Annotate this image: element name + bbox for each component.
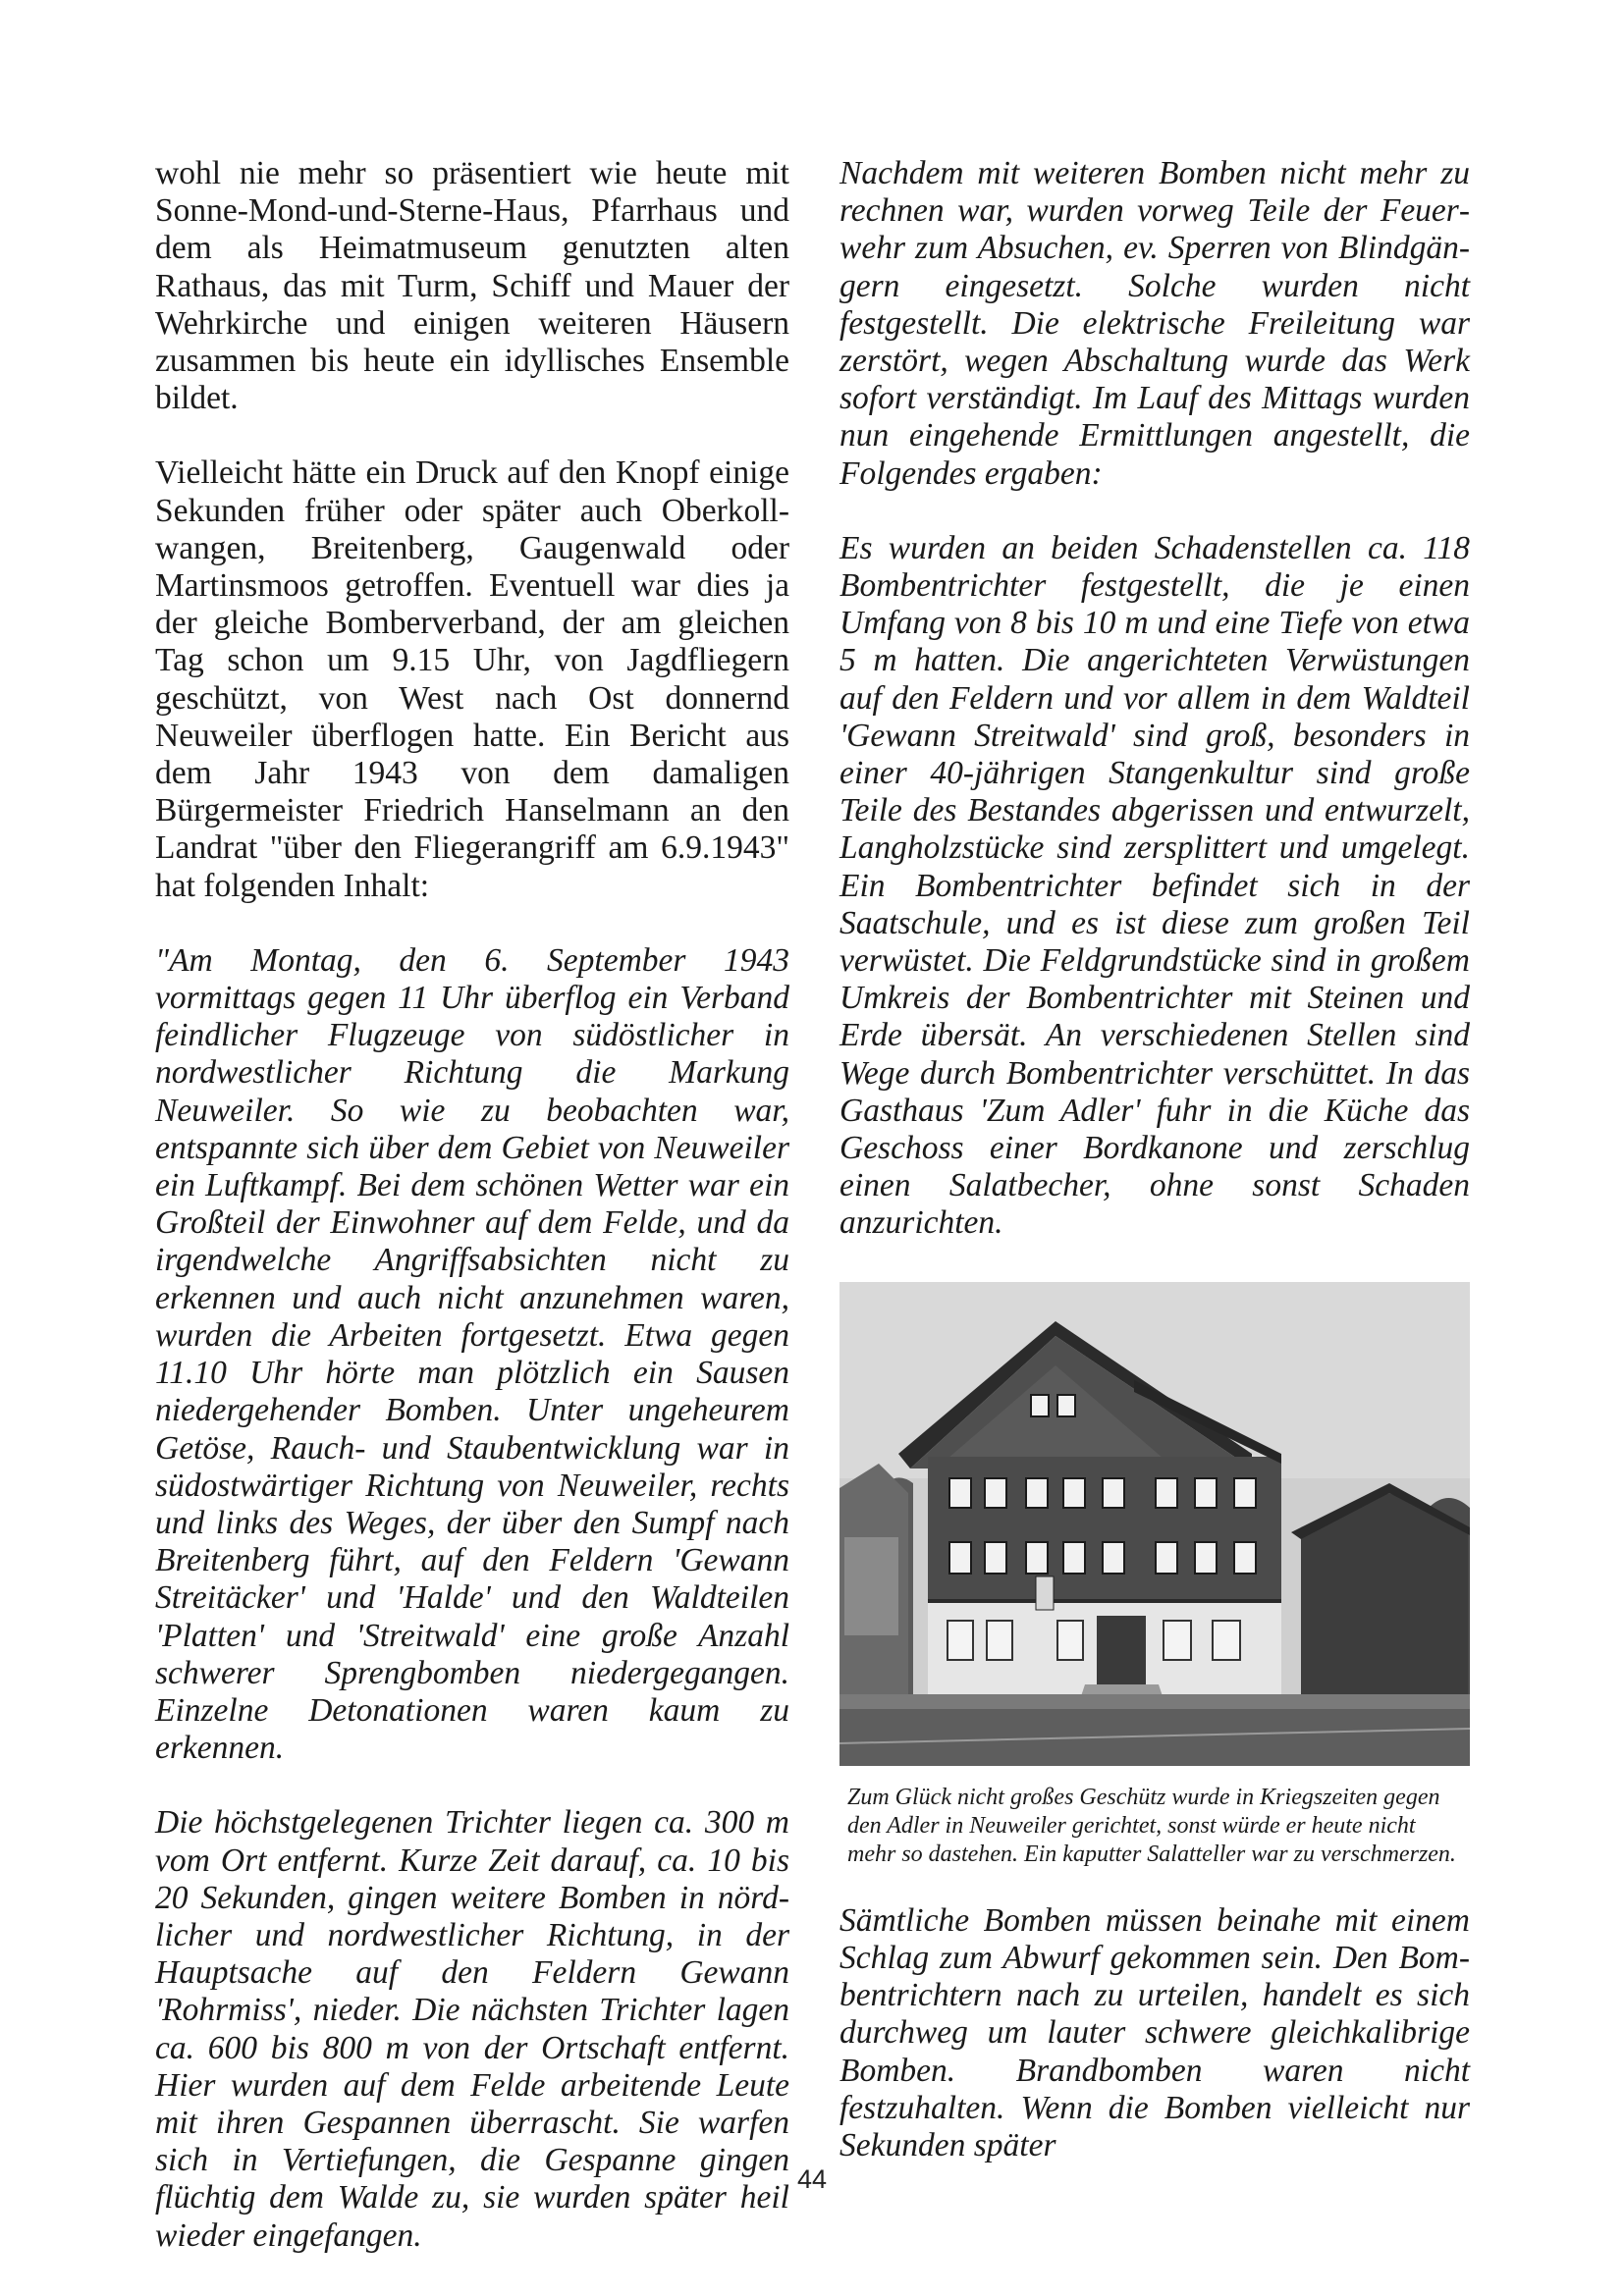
gasthaus-adler-photo — [839, 1282, 1470, 1766]
paragraph-report-trichter: Die höchstgelegenen Trichter liegen ca. 300 m vom Ort entfernt. Kurze Zeit darauf, ca. 10 bis 20 Sekunden, gingen weitere Bomben in nördlicher und nordwestlicher Richtung, in der Hauptsache auf den Feldern Gewann 'Rohrmiss', nieder. Die nächsten Trichter lagen ca. 600 bis 800 m von der Ortschaft entfernt. Hier wurden auf dem Felde arbeitende Leute mit ihren Gespannen überrascht. Sie warfen sich in Vertiefungen, die Gespanne gingen flüchtig dem Walde zu, sie wurden später heil wieder eingefangen. — [155, 1804, 789, 2254]
left-column — [155, 155, 789, 2292]
paragraph-report-abwurf: Sämtliche Bomben müssen beinahe mit einem Schlag zum Abwurf gekommen sein. Den Bombentrichtern nach zu urteilen, handelt es sich durchweg um lauter schwere gleichkalibrige Bomben. Brandbomben waren nicht festzuhalten. Wenn die Bomben vielleicht nur Sekunden später — [839, 1901, 1470, 2163]
paragraph-druck-auf-knopf: Vielleicht hätte ein Druck auf den Knopf einige Sekunden früher oder später auch Oberkollwangen, Breitenberg, Gaugenwald oder Martinsmoos getroffen. Eventuell war dies ja der gleiche Bomberverband, der am gleichen Tag schon um 9.15 Uhr, von Jagdfliegern geschützt, von West nach Ost donnernd Neuweiler überflogen hatte. Ein Bericht aus dem Jahr 1943 von dem damaligen Bürgermeister Friedrich Hanselmann an den Landrat "über den Fliegerangriff am 6.9.1943" hat folgenden Inhalt: — [155, 454, 789, 904]
paragraph-report-feuerwehr: Nachdem mit weiteren Bomben nicht mehr zu rechnen war, wurden vorweg Teile der Feuerwehr zum Absuchen, ev. Sperren von Blindgängern eingesetzt. Solche wurden nicht festgestellt. Die elektrische Freileitung war zerstört, wegen Abschaltung wurde das Werk sofort verständigt. Im Lauf des Mittags wurden nun eingehende Ermittlungen angestellt, die Folgendes ergaben: — [839, 155, 1470, 492]
paragraph-report-bombentrichter: Es wurden an beiden Schadenstellen ca. 118 Bombentrichter festgestellt, die je einen Umfang von 8 bis 10 m und eine Tiefe von etwa 5 m hatten. Die angerichteten Verwüstungen auf den Feldern und vor allem in dem Waldteil 'Gewann Streitwald' sind groß, besonders in einer 40-jährigen Stangenkultur sind große Teile des Bestandes abgerissen und entwurzelt, Langholzstücke sind zersplittert und umgelegt. Ein Bombentrichter befindet sich in der Saatschule, und es ist diese zum großen Teil verwüstet. Die Feldgrundstücke sind in großem Umkreis der Bombentrichter mit Steinen und Erde übersät. An verschiedenen Stellen sind Wege durch Bombentrichter verschüttet. In das Gasthaus 'Zum Adler' fuhr in die Küche das Geschoss einer Bordkanone und zerschlug einen Salatbecher, ohne sonst Schaden anzurichten. — [839, 529, 1470, 1242]
page-number: 44 — [796, 2164, 828, 2194]
paragraph-ensemble: wohl nie mehr so präsentiert wie heute mit Sonne-Mond-und-Sterne-Haus, Pfarrhaus und dem als Heimatmuseum genutzten alten Rathaus, das mit Turm, Schiff und Mauer der Wehrkirche und einigen weiteren Häusern zusammen bis heute ein idyllisches Ensemble bildet. — [155, 155, 789, 417]
paragraph-report-quote-start: "Am Montag, den 6. September 1943 vormittags gegen 11 Uhr überflog ein Verband feindlicher Flugzeuge von südöstlicher in nordwestlicher Richtung die Markung Neuweiler. So wie zu beobachten war, entspannte sich über dem Gebiet von Neuweiler ein Luftkampf. Bei dem schönen Wetter war ein Großteil der Einwohner auf dem Felde, und da irgendwelche Angriffsabsichten nicht zu erkennen und auch nicht anzunehmen waren, wurden die Arbeiten fortgesetzt. Etwa gegen 11.10 Uhr hörte man plötzlich ein Sausen niedergehender Bomben. Unter ungeheurem Getöse, Rauch- und Staubentwicklung war in südostwärtiger Richtung von Neuweiler, rechts und links des Weges, der über den Sumpf nach Breitenberg führt, auf den Feldern 'Gewann Streitäcker' und 'Halde' und den Waldteilen 'Platten' und 'Streitwald' eine große Anzahl schwerer Sprengbomben niedergegangen. Einzelne Detonationen waren kaum zu erkennen. — [155, 941, 789, 1767]
right-column — [839, 155, 1470, 2202]
photo-caption: Zum Glück nicht großes Geschütz wurde in Kriegszeiten gegen den Adler in Neuweiler gerichtet, sonst würde er heute nicht mehr so dastehen. Ein kaputter Salatteller war zu verschmerzen. — [847, 1784, 1456, 1867]
